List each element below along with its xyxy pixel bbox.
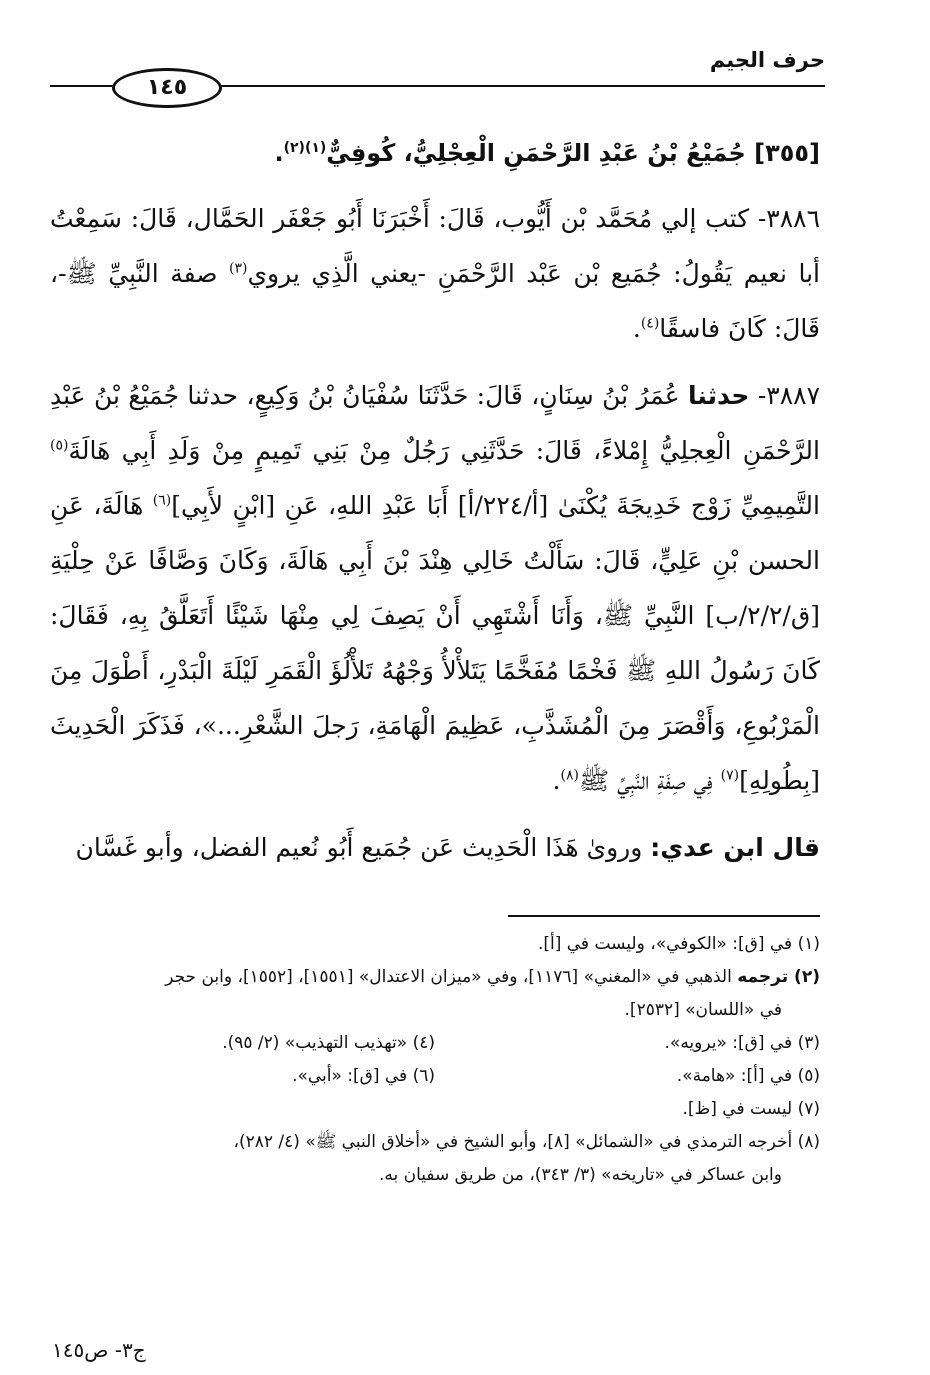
paragraph-text: عُمَرُ بْنُ سِنَانٍ، قَالَ: حَدَّثَنَا سُفْيَانُ بْنُ وَكِيعٍ، حدثنا جُمَيْعُ بْنُ عَبْدِ الرَّحْمَنِ الْعِجلِيُّ إِمْلاءً، قَالَ: حَدَّثَنِي رَجُلٌ مِنْ بَنِي تَمِيمٍ مِنْ وَلَدِ أَبِي هَالَةَ: [50, 381, 820, 465]
footnote-marker: (٥): [50, 437, 69, 454]
entry-heading: [50, 125, 820, 181]
footnote-row-5-6: [50, 1060, 820, 1093]
paragraph-text: ٣٨٨٦- كتب إلي مُحَمَّد بْن أَيُّوب، قَالَ: أَخْبَرَنَا أَبُو جَعْفَر الحَمَّال، قَالَ: سَمِعْتُ أبا نعيم يَقُولُ: جُمَيع بْن عَبْد الرَّحْمَنِ -يعني الَّذِي يروي: [50, 204, 820, 288]
running-title: حرف الجيم: [709, 48, 825, 72]
paragraph-text: .: [632, 314, 641, 343]
footnote-2: [50, 961, 820, 994]
footnotes: [50, 928, 820, 1192]
footnote-marker: (٧): [720, 767, 740, 784]
hadith-keyword: حدثنا: [688, 381, 750, 410]
footnote-marker: (٤): [640, 315, 660, 332]
hadith-paragraph-3887: [50, 368, 820, 808]
footnote-marker: (٦): [152, 492, 172, 509]
paragraph-text: التَّمِيمِيِّ زَوْج خَدِيجَةَ يُكْنَىٰ [أ/٢٢٤/أ] أَبَا عَبْدِ اللهِ، عَنِ [ابْنٍ لأَبِي]: [171, 491, 820, 520]
footnote-4: (٤) «تهذيب التهذيب» (٢/ ٩٥).: [222, 1033, 435, 1053]
footnote-separator: [508, 915, 820, 917]
hadith-paragraph-3886: [50, 191, 820, 356]
footnote-marker: (٨): [560, 767, 579, 784]
volume-page-reference: ج٣- ص١٤٥: [52, 1338, 146, 1362]
footnote-1: (١) في [ق]: «الكوفي»، وليست في [أ].: [537, 934, 820, 954]
page-header: [50, 40, 825, 110]
page-number: ١٤٥: [146, 75, 188, 100]
paragraph-text: صفة النَّبِيِّ ﷺ-، قَالَ: كَانَ فاسقًا: [50, 259, 820, 343]
paragraph-text: وروىٰ هَذَا الْحَدِيث عَن جُمَيع أَبُو نُعيم الفضل، وأبو غَسَّان: [75, 833, 643, 862]
footnote-2-continued: في «اللسان» [٢٥٣٢].: [624, 1000, 782, 1020]
main-text: [50, 125, 820, 887]
hadith-number: ٣٨٨٧-: [757, 381, 820, 410]
paragraph-text: فِي صِفَةِ النَّبِيِّ ﷺ: [578, 766, 713, 795]
footnote-3: (٣) في [ق]: «يرويه».: [664, 1033, 820, 1053]
footnote-8-continued: وابن عساكر في «تاريخه» (٣/ ٣٤٣)، من طريق سفيان به.: [378, 1165, 782, 1185]
footnote-8: (٨) أخرجه الترمذي في «الشمائل» [٨]، وأبو الشيخ في «أخلاق النبي ﷺ» (٤/ ٢٨٢)،: [233, 1132, 820, 1152]
commentary-lead: قال ابن عدي:: [650, 833, 820, 862]
footnote-5: (٥) في [أ]: «هامة».: [676, 1066, 820, 1086]
footnote-6: (٦) في [ق]: «أبي».: [292, 1066, 435, 1086]
footnote-marker: (١)(٢): [283, 140, 327, 156]
footnote-row-3-4: [50, 1027, 820, 1060]
paragraph-text: هَالَةَ، عَنِ الحسن بْنِ عَلِيٍّ، قَالَ: سَأَلْتُ خَالِي هِنْدَ بْنَ أَبِي هَالَةَ، وَكَانَ وَصَّافًا عَنْ حِلْيَةِ [ق/٢/٢/ب] النَّبِيِّ ﷺ، وَأَنَا أَشْتَهِي أَنْ يَصِفَ لِي مِنْهَا شَيْئًا أَتَعَلَّقُ بِهِ، فَقَالَ: كَانَ رَسُولُ اللهِ ﷺ فَخْمًا مُفَخَّمًا يَتَلأْلأُ وَجْهُهُ تَلأْلُؤَ الْقَمَرِ لَيْلَةَ الْبَدْرِ، أَطْوَلَ مِنَ الْمَرْبُوعِ، وَأَقْصَرَ مِنَ الْمُشَذَّبِ، عَظِيمَ الْهَامَةِ، رَجلَ الشَّعْرِ...»، فَذَكَرَ الْحَدِيثَ [بِطُولِهِ]: [50, 491, 820, 795]
page-number-oval: [112, 68, 222, 108]
footnote-7: (٧) ليست في [ظ].: [682, 1099, 820, 1119]
entry-title-end: .: [274, 139, 284, 167]
paragraph-text: .: [552, 766, 561, 795]
commentary-paragraph: [50, 820, 820, 875]
footnote-marker: (٣): [229, 260, 248, 277]
entry-title: [٣٥٥] جُمَيْعُ بْنُ عَبْدِ الرَّحْمَنِ الْعِجْلِيُّ، كُوفِيٌّ: [326, 139, 820, 167]
footnote-2-text: الذهبي في «المغني» [١١٧٦]، وفي «ميزان الاعتدال» [١٥٥١]، [١٥٥٢]، وابن حجر: [165, 967, 732, 987]
footnote-2-lead: (٢) ترجمه: [737, 967, 820, 987]
